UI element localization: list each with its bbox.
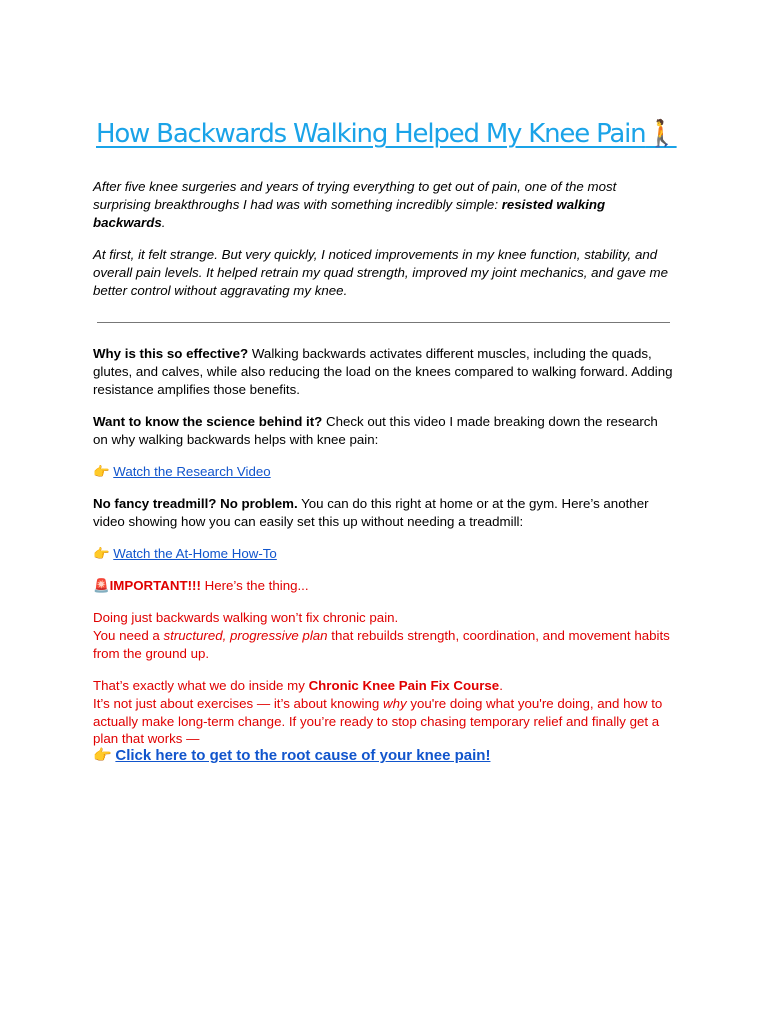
course-text-a: That’s exactly what we do inside my [93,678,309,693]
course-text-d: you're doing what you're doing, and how to actually make long-term change. If you’re ready to stop chasing temporary relief and finally get a plan that works — [93,695,663,747]
pointing-hand-icon: 👉 [93,746,112,764]
intro-end: . [161,214,166,230]
intro-paragraph-1 [93,178,673,231]
plan-line-1: Doing just backwards walking won’t fix chronic pain. [93,610,399,625]
intro-section [93,178,673,231]
important-line [93,577,673,596]
plan-text-a: You need a [93,627,164,643]
why-bold: Why is this so effective? [93,346,249,361]
why-paragraph [93,345,673,398]
title-text: How Backwards Walking Helped My Knee Pain [96,119,646,149]
science-bold: Want to know the science behind it? [93,414,323,429]
horizontal-divider [97,322,670,323]
important-bold: IMPORTANT!!! [109,578,201,593]
page-title [96,114,676,154]
plan-text-b: that rebuilds strength, coordination, and movement habits from the ground up. [93,627,670,661]
intro-paragraph-2: At first, it felt strange. But very quickly, I noticed improvements in my knee function, stability, and overall pain levels. It helped retrain my quad strength, improved my joint mechanics, and gave me better control without aggravating my knee. [93,247,669,298]
course-line-2 [93,695,673,748]
science-text: Check out this video I made breaking down the research on why walking backwards helps with knee pain: [93,414,658,447]
root-cause-cta-link[interactable]: Click here to get to the root cause of your knee pain! [115,747,491,764]
pointing-hand-icon: 👉 [93,547,110,562]
why-text: Walking backwards activates different muscles, including the quads, glutes, and calves, while also reducing the load on the knees compared to walking forward. Adding resistance amplifies those benefits. [93,346,673,397]
course-italic: why [382,695,407,711]
treadmill-bold: No fancy treadmill? No problem. [93,496,298,511]
course-text-b: . [499,678,503,693]
research-link-line [93,463,673,482]
cta-line [93,747,673,765]
course-name: Chronic Knee Pain Fix Course [308,678,500,693]
intro-text: After five knee surgeries and years of trying everything to get out of pain, one of the most surprising breakthroughs I had was with something incredibly simple: [93,179,617,212]
intro-section-2 [93,246,673,299]
research-video-link[interactable]: Watch the Research Video [113,464,271,479]
plan-line-2 [93,627,673,663]
at-home-howto-link[interactable]: Watch the At-Home How-To [113,546,277,561]
pointing-hand-icon: 👉 [93,465,110,480]
treadmill-text: You can do this right at home or at the gym. Here’s another video showing how you can easily set this up without needing a treadmill: [93,496,649,529]
course-line-1 [93,677,673,695]
siren-icon: 🚨 [93,579,110,594]
important-text: Here’s the thing... [200,578,309,593]
walking-person-icon: 🚶 [645,119,677,149]
howto-link-line [93,545,673,564]
plan-paragraph [93,609,673,662]
course-text-c: It’s not just about exercises — it’s about knowing [93,695,383,711]
science-paragraph [93,413,673,449]
treadmill-paragraph [93,495,673,531]
course-paragraph [93,677,673,748]
intro-bold: resisted walking backwards [93,196,606,230]
plan-italic: structured, progressive plan [163,627,328,643]
